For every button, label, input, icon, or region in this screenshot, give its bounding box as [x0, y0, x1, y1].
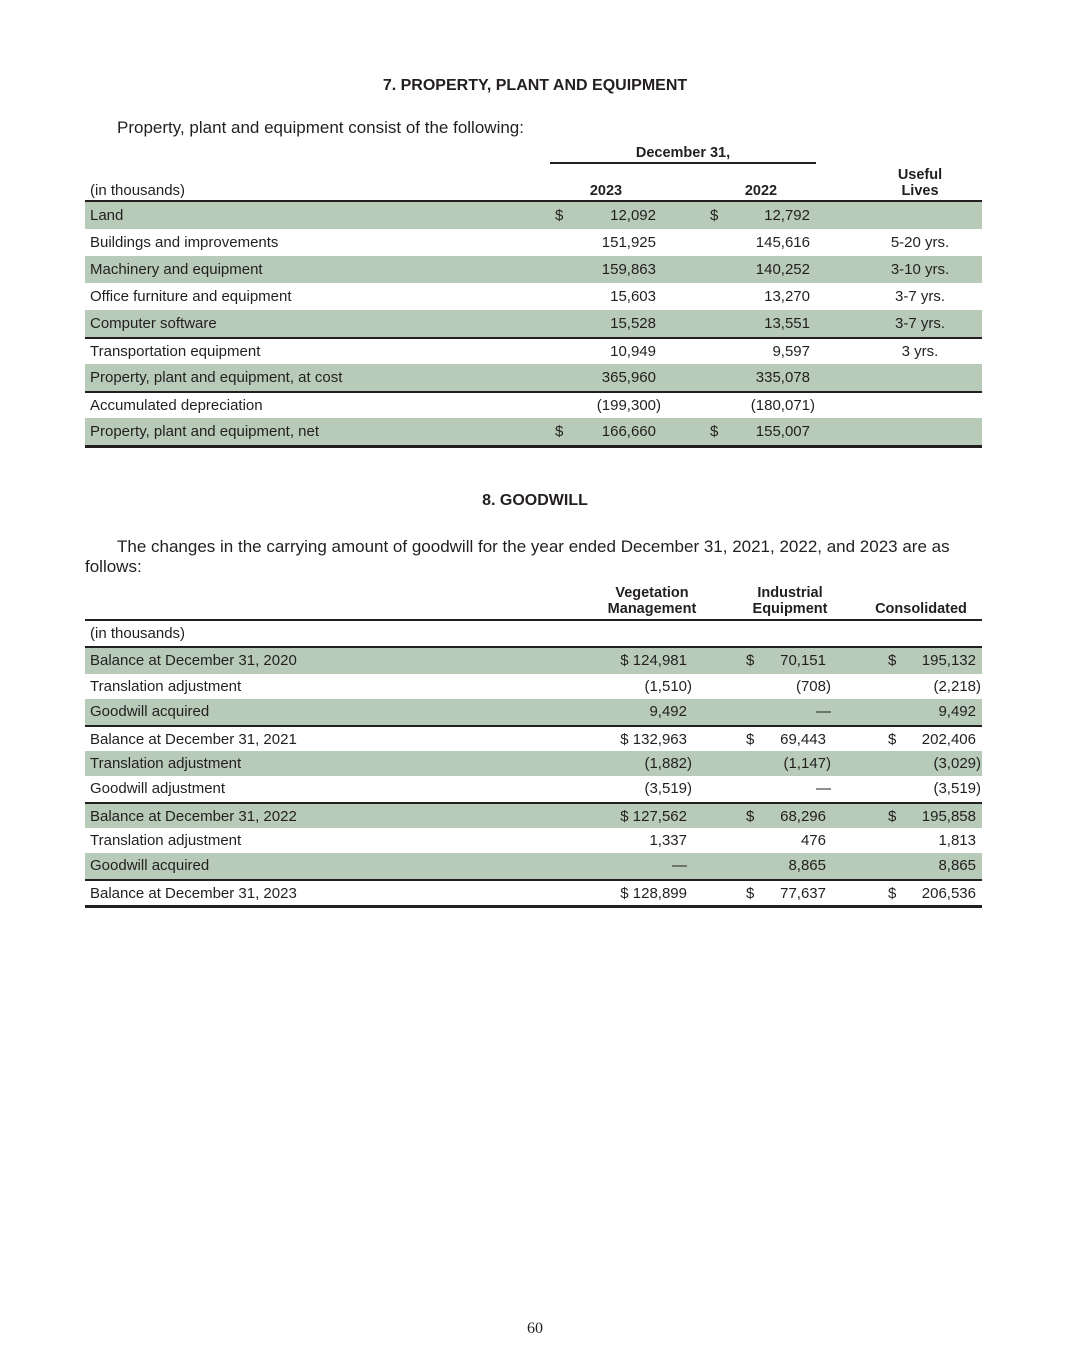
row-label: Translation adjustment	[90, 754, 242, 772]
amount-value: 13,270	[764, 288, 810, 305]
useful-lives: 5-20 yrs.	[890, 234, 950, 251]
amount-cell	[746, 804, 831, 828]
row-label: Transportation equipment	[90, 343, 261, 360]
vegetation-management-value: —	[672, 857, 687, 874]
row-label: Property, plant and equipment, at cost	[90, 369, 343, 386]
table-row	[85, 804, 982, 828]
amount-value: (708)	[795, 677, 831, 695]
amount-value: 206,536	[921, 884, 976, 902]
amount-cell	[710, 229, 810, 256]
table-row	[85, 776, 982, 802]
amount-cell	[710, 364, 810, 391]
goodwill-intro-line2: follows:	[85, 557, 142, 576]
useful-lives	[860, 364, 980, 391]
dollar-sign: $	[888, 807, 897, 825]
amount-value: (2,218)	[933, 677, 981, 695]
amount-cell	[710, 418, 810, 445]
vegetation-management-value: $ 132,963	[620, 730, 687, 748]
dollar-sign: $	[746, 730, 755, 748]
goodwill-col-consolidated: Consolidated	[875, 601, 967, 617]
vegetation-management-value: (1,510)	[644, 677, 692, 695]
amount-cell	[888, 828, 982, 854]
units-row	[85, 621, 982, 646]
table-row	[85, 828, 982, 854]
ie-header-line1: Industrial	[757, 585, 823, 601]
lives-header-line2: Lives	[901, 183, 939, 199]
amount-cell	[555, 229, 656, 256]
table-row	[85, 364, 982, 391]
amount-value: —	[816, 703, 831, 720]
vegetation-management-value: (1,882)	[644, 754, 692, 772]
units-label: (in thousands)	[90, 625, 186, 642]
dollar-sign: $	[888, 730, 897, 748]
ppe-group-header: December 31,	[635, 145, 731, 161]
amount-value: 476	[800, 831, 826, 849]
amount-value: 159,863	[601, 261, 656, 278]
lives-header-line1: Useful	[897, 167, 943, 183]
row-label: Translation adjustment	[90, 831, 242, 849]
table-row	[85, 699, 982, 725]
amount-value: 145,616	[755, 234, 810, 251]
amount-value: 202,406	[921, 730, 976, 748]
row-label: Translation adjustment	[90, 677, 242, 695]
table-row	[85, 751, 982, 777]
page-number: 60	[527, 1320, 543, 1337]
amount-cell	[555, 202, 656, 229]
dollar-sign: $	[555, 207, 564, 224]
vegetation-management-value: $ 124,981	[620, 652, 687, 669]
group-header-rule	[550, 162, 816, 164]
row-label: Buildings and improvements	[90, 234, 279, 251]
row-label: Machinery and equipment	[90, 261, 263, 278]
useful-lives: 3-10 yrs.	[890, 261, 950, 278]
amount-cell	[555, 256, 656, 283]
goodwill-intro-line1: The changes in the carrying amount of goodwill for the year ended December 31, 2021, 2022, and 2023 are as	[117, 537, 950, 556]
amount-cell	[888, 776, 982, 802]
amount-value: 1,813	[938, 831, 976, 849]
useful-lives	[860, 202, 980, 229]
amount-value: 8,865	[788, 857, 826, 874]
table-row	[85, 393, 982, 418]
dollar-sign: $	[555, 423, 564, 440]
row-label: Balance at December 31, 2021	[90, 730, 297, 748]
useful-lives	[860, 418, 980, 445]
amount-cell	[888, 648, 982, 674]
amount-cell	[888, 853, 982, 879]
row-label: Balance at December 31, 2020	[90, 652, 297, 669]
amount-cell	[746, 648, 831, 674]
goodwill-col-ie	[730, 585, 850, 617]
amount-cell	[555, 418, 656, 445]
useful-lives	[860, 393, 980, 418]
amount-cell	[555, 393, 661, 418]
amount-cell	[555, 283, 656, 310]
amount-cell	[746, 674, 831, 700]
row-label: Goodwill acquired	[90, 857, 210, 874]
dollar-sign: $	[888, 652, 897, 669]
table-row	[85, 283, 982, 310]
amount-cell	[746, 751, 831, 777]
vegetation-management-value: 1,337	[649, 831, 687, 849]
amount-value: 12,792	[764, 207, 810, 224]
amount-cell	[746, 699, 831, 725]
row-label: Land	[90, 207, 124, 224]
goodwill-col-vm	[592, 585, 712, 617]
row-label: Accumulated depreciation	[90, 397, 263, 414]
amount-value: (3,029)	[933, 754, 981, 772]
amount-value: 12,092	[610, 207, 656, 224]
row-label: Computer software	[90, 315, 217, 332]
dollar-sign: $	[746, 807, 755, 825]
amount-value: 9,597	[772, 343, 810, 360]
amount-cell	[710, 283, 810, 310]
vegetation-management-value: (3,519)	[644, 780, 692, 797]
row-label: Goodwill acquired	[90, 703, 210, 720]
amount-cell	[746, 776, 831, 802]
amount-value: 13,551	[764, 315, 810, 332]
dollar-sign: $	[710, 207, 719, 224]
ppe-col-2022: 2022	[744, 183, 778, 199]
amount-cell	[888, 699, 982, 725]
row-label: Goodwill adjustment	[90, 780, 226, 797]
amount-value: (3,519)	[933, 780, 981, 797]
table-bottom-rule	[85, 445, 982, 448]
amount-value: 15,603	[610, 288, 656, 305]
vm-header-line2: Management	[607, 601, 697, 617]
amount-cell	[555, 310, 656, 337]
dollar-sign: $	[888, 884, 897, 902]
amount-cell	[555, 364, 656, 391]
row-label: Balance at December 31, 2022	[90, 807, 297, 825]
amount-cell	[888, 674, 982, 700]
amount-cell	[710, 256, 810, 283]
table-row	[85, 339, 982, 364]
dollar-sign: $	[710, 423, 719, 440]
table-row	[85, 881, 982, 905]
amount-value: 70,151	[780, 652, 826, 669]
amount-cell	[555, 339, 656, 364]
useful-lives: 3 yrs.	[901, 343, 939, 360]
ppe-col-lives	[870, 167, 970, 199]
amount-value: 140,252	[755, 261, 810, 278]
amount-value: 195,132	[921, 652, 976, 669]
vegetation-management-value: 9,492	[649, 703, 687, 720]
amount-value: 69,443	[780, 730, 826, 748]
amount-cell	[746, 727, 831, 751]
amount-value: 151,925	[601, 234, 656, 251]
amount-value: (1,147)	[783, 754, 831, 772]
amount-value: 335,078	[755, 369, 810, 386]
table-row	[85, 310, 982, 337]
table-row	[85, 853, 982, 879]
amount-value: (180,071)	[750, 397, 815, 414]
amount-cell	[746, 853, 831, 879]
ppe-table	[85, 200, 982, 448]
table-row	[85, 727, 982, 751]
table-row	[85, 418, 982, 445]
table-row	[85, 202, 982, 229]
amount-cell	[746, 828, 831, 854]
vm-header-line1: Vegetation	[615, 585, 689, 601]
amount-cell	[888, 751, 982, 777]
amount-cell	[888, 881, 982, 905]
amount-cell	[746, 881, 831, 905]
ppe-intro: Property, plant and equipment consist of the following:	[117, 118, 524, 137]
vegetation-management-value: $ 128,899	[620, 884, 687, 902]
amount-value: 68,296	[780, 807, 826, 825]
amount-cell	[710, 202, 810, 229]
ie-header-line2: Equipment	[752, 601, 828, 617]
row-label: Property, plant and equipment, net	[90, 423, 320, 440]
dollar-sign: $	[746, 884, 755, 902]
table-row	[85, 648, 982, 674]
amount-value: 195,858	[921, 807, 976, 825]
vegetation-management-value: $ 127,562	[620, 807, 687, 825]
amount-value: 15,528	[610, 315, 656, 332]
amount-value: 365,960	[601, 369, 656, 386]
useful-lives: 3-7 yrs.	[894, 315, 945, 332]
ppe-col-2023: 2023	[589, 183, 623, 199]
ppe-units-label: (in thousands)	[90, 182, 186, 199]
table-row	[85, 674, 982, 700]
goodwill-table	[85, 619, 982, 908]
amount-cell	[888, 804, 982, 828]
table-row	[85, 256, 982, 283]
amount-cell	[710, 339, 810, 364]
dollar-sign: $	[746, 652, 755, 669]
section-title-ppe: 7. PROPERTY, PLANT AND EQUIPMENT	[382, 77, 688, 94]
amount-cell	[888, 727, 982, 751]
amount-value: 10,949	[610, 343, 656, 360]
amount-cell	[710, 310, 810, 337]
amount-value: 77,637	[780, 884, 826, 902]
amount-value: 155,007	[755, 423, 810, 440]
amount-value: (199,300)	[596, 397, 661, 414]
row-label: Office furniture and equipment	[90, 288, 292, 305]
useful-lives: 3-7 yrs.	[894, 288, 945, 305]
row-label: Balance at December 31, 2023	[90, 884, 297, 902]
section-title-goodwill: 8. GOODWILL	[482, 492, 588, 509]
amount-cell	[710, 393, 815, 418]
table-row	[85, 229, 982, 256]
amount-value: —	[816, 780, 831, 797]
amount-value: 166,660	[601, 423, 656, 440]
amount-value: 8,865	[938, 857, 976, 874]
amount-value: 9,492	[938, 703, 976, 720]
